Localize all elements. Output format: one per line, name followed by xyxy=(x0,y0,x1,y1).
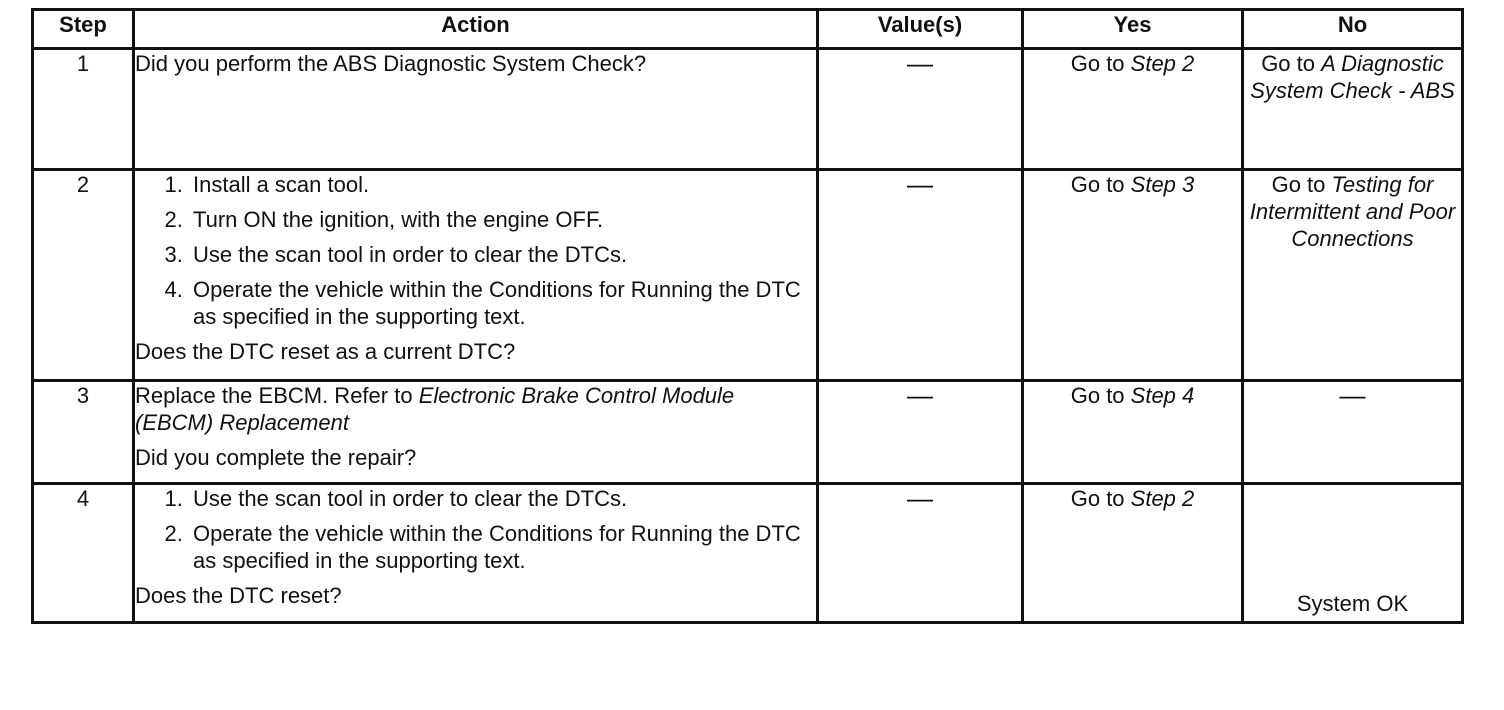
table-row xyxy=(33,170,1463,381)
value-cell: — xyxy=(818,49,1023,170)
action-steps-list xyxy=(135,171,816,330)
step-number: 2 xyxy=(33,170,134,381)
diagnostic-table xyxy=(31,8,1464,624)
action-steps-list xyxy=(135,485,816,574)
header-no: No xyxy=(1243,10,1463,49)
action-link[interactable]: Electronic Brake Control Module (EBCM) Replacement xyxy=(135,383,735,435)
value-cell: — xyxy=(818,484,1023,623)
action-question: Does the DTC reset as a current DTC? xyxy=(135,339,516,364)
no-prefix: Go to xyxy=(1261,51,1322,76)
table-row xyxy=(33,484,1463,623)
yes-prefix: Go to xyxy=(1070,383,1131,408)
list-item: 3. Use the scan tool in order to clear the DTCs. xyxy=(189,241,816,268)
yes-cell xyxy=(1023,381,1243,484)
yes-cell xyxy=(1023,170,1243,381)
header-values: Value(s) xyxy=(818,10,1023,49)
yes-link[interactable]: Step 4 xyxy=(1130,383,1195,408)
yes-link[interactable]: Step 2 xyxy=(1130,486,1195,511)
header-yes: Yes xyxy=(1023,10,1243,49)
no-cell xyxy=(1243,49,1463,170)
action-cell xyxy=(134,381,818,484)
no-cell: System OK xyxy=(1243,484,1463,623)
list-item: 1. Use the scan tool in order to clear the DTCs. xyxy=(189,485,816,512)
no-link[interactable]: Testing for Intermittent and Poor Connections xyxy=(1249,172,1456,251)
yes-prefix: Go to xyxy=(1070,51,1131,76)
table-row xyxy=(33,49,1463,170)
step-number: 3 xyxy=(33,381,134,484)
action-prefix: Replace the EBCM. Refer to xyxy=(135,383,419,408)
header-step: Step xyxy=(33,10,134,49)
yes-prefix: Go to xyxy=(1070,486,1131,511)
yes-cell xyxy=(1023,49,1243,170)
yes-prefix: Go to xyxy=(1070,172,1131,197)
list-item: 2. Operate the vehicle within the Conditions for Running the DTC as specified in the supporting text. xyxy=(189,520,816,574)
list-item: 1. Install a scan tool. xyxy=(189,171,816,198)
no-link[interactable]: A Diagnostic System Check - ABS xyxy=(1250,51,1455,103)
list-item: 2. Turn ON the ignition, with the engine OFF. xyxy=(189,206,816,233)
action-question: Does the DTC reset? xyxy=(135,583,342,608)
action-cell xyxy=(134,484,818,623)
header-action: Action xyxy=(134,10,818,49)
no-cell xyxy=(1243,170,1463,381)
yes-link[interactable]: Step 3 xyxy=(1130,172,1195,197)
no-cell: — xyxy=(1243,381,1463,484)
header-row xyxy=(33,10,1463,49)
action-cell xyxy=(134,49,818,170)
yes-cell xyxy=(1023,484,1243,623)
action-cell xyxy=(134,170,818,381)
step-number: 1 xyxy=(33,49,134,170)
no-prefix: Go to xyxy=(1271,172,1332,197)
list-item: 4. Operate the vehicle within the Conditions for Running the DTC as specified in the supporting text. xyxy=(189,276,816,330)
yes-link[interactable]: Step 2 xyxy=(1130,51,1195,76)
step-number: 4 xyxy=(33,484,134,623)
table-row xyxy=(33,381,1463,484)
action-question: Did you complete the repair? xyxy=(135,445,417,470)
value-cell: — xyxy=(818,381,1023,484)
value-cell: — xyxy=(818,170,1023,381)
action-question: Did you perform the ABS Diagnostic System Check? xyxy=(135,51,647,76)
action-instruction xyxy=(135,382,816,436)
table-header xyxy=(33,10,1463,49)
